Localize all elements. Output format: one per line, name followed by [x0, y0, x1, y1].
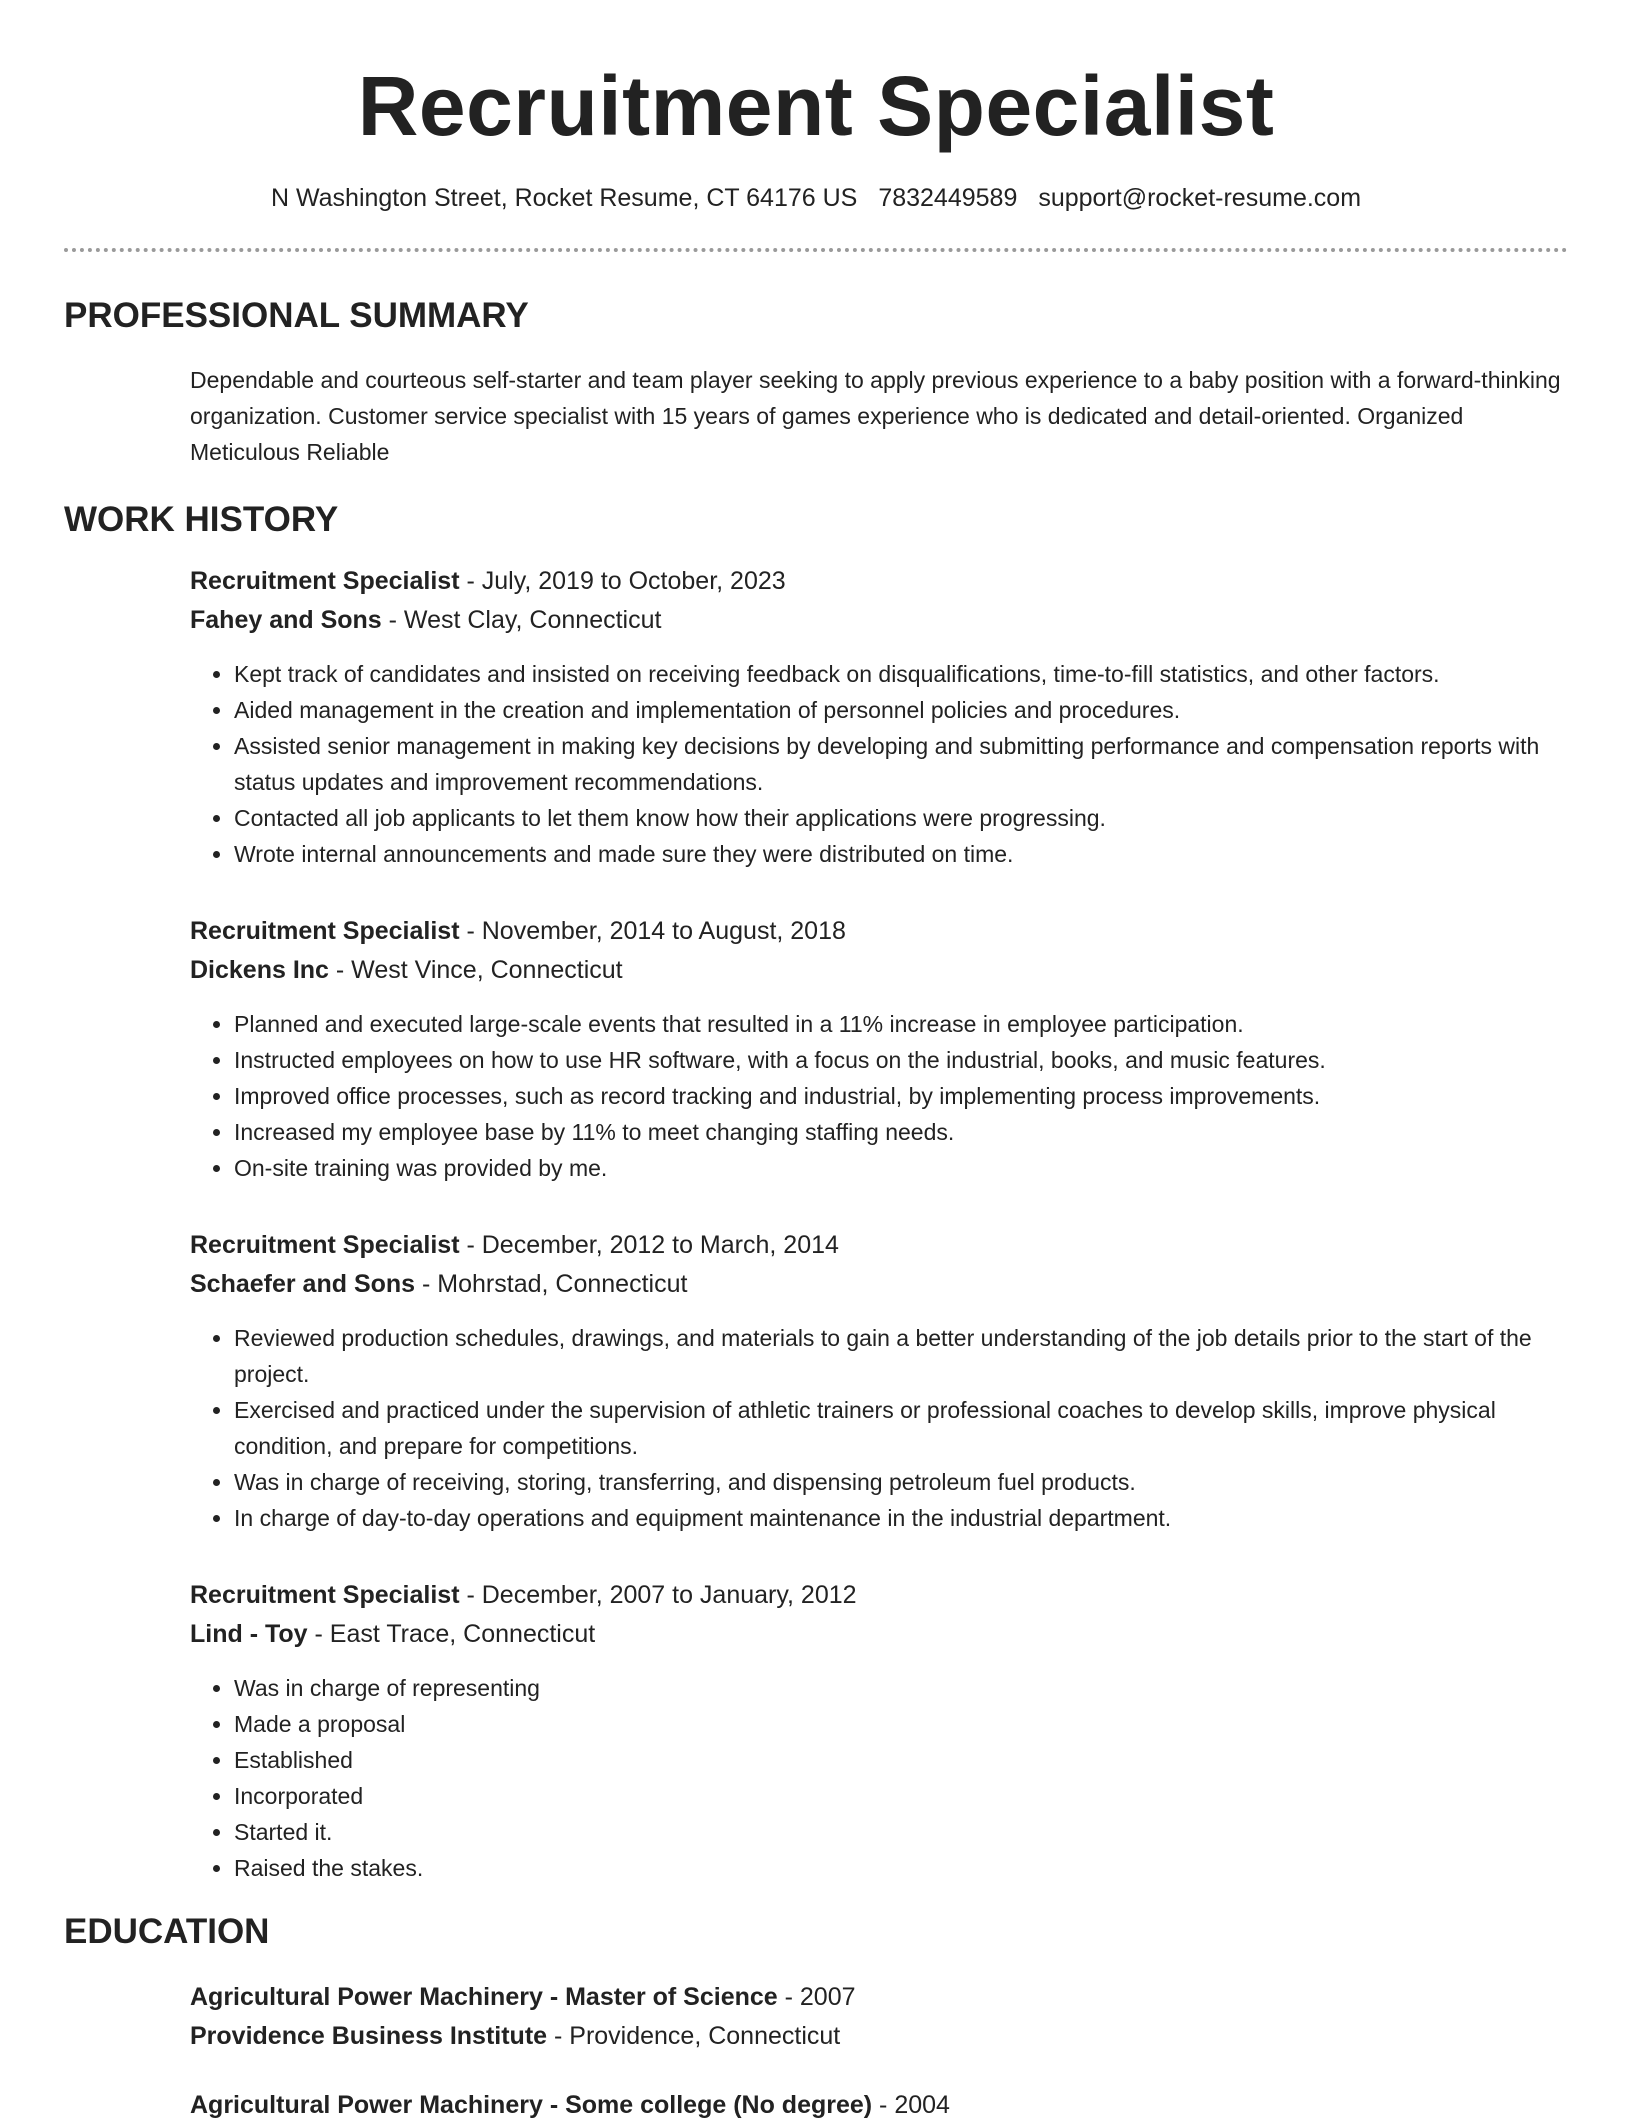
education-degree: Agricultural Power Machinery - Master of Science [190, 1983, 778, 2011]
education-entry [190, 1978, 1568, 2056]
job-location: - East Trace, Connecticut [307, 1620, 596, 1648]
list-item: • Incorporated [234, 1778, 1568, 1814]
education-heading: EDUCATION [64, 1912, 270, 1951]
contact-address: N Washington Street, Rocket Resume, CT 64176 US [270, 184, 858, 212]
education-entry [190, 2086, 1568, 2125]
job-entry [190, 1576, 1568, 1886]
education-year: - 2004 [872, 2091, 950, 2119]
education-year: - 2007 [777, 1983, 856, 2011]
job-location: - West Clay, Connecticut [381, 606, 662, 634]
list-item: • Exercised and practiced under the supervision of athletic trainers or professional coaches to develop skills, improve physical condition, and prepare for competitions. [234, 1392, 1568, 1464]
job-role: Recruitment Specialist [190, 917, 460, 945]
job-bullets [190, 1670, 1568, 1886]
job-bullets [190, 1006, 1568, 1186]
list-item: • On-site training was provided by me. [234, 1150, 1568, 1186]
work-history-heading: WORK HISTORY [64, 500, 339, 539]
job-location: - Mohrstad, Connecticut [415, 1270, 688, 1298]
education-school: Providence Business Institute [190, 2022, 548, 2050]
contact-phone: 7832449589 [878, 184, 1018, 212]
list-item: • Improved office processes, such as record tracking and industrial, by implementing process improvements. [234, 1078, 1568, 1114]
job-role-line [190, 912, 1568, 951]
education-degree: Agricultural Power Machinery - Some college (No degree) [190, 2091, 873, 2119]
job-role-line [190, 562, 1568, 601]
list-item: • Aided management in the creation and implementation of personnel policies and procedures. [234, 692, 1568, 728]
list-item: • Assisted senior management in making key decisions by developing and submitting performance and compensation reports with status updates and improvement recommendations. [234, 728, 1568, 800]
job-role-line [190, 1576, 1568, 1615]
list-item: • Instructed employees on how to use HR software, with a focus on the industrial, books, and music features. [234, 1042, 1568, 1078]
list-item: • Wrote internal announcements and made sure they were distributed on time. [234, 836, 1568, 872]
job-dates: - December, 2012 to March, 2014 [459, 1231, 839, 1259]
education-location: - Providence, Connecticut [547, 2022, 841, 2050]
summary-section [64, 296, 1568, 470]
education-degree-line [190, 2086, 1568, 2125]
job-company-line [190, 951, 1568, 990]
header-divider [64, 248, 1568, 252]
list-item: • Started it. [234, 1814, 1568, 1850]
job-bullets [190, 1320, 1568, 1536]
candidate-title: Recruitment Specialist [357, 59, 1275, 153]
job-role: Recruitment Specialist [190, 1581, 460, 1609]
job-company: Lind - Toy [190, 1620, 308, 1648]
list-item: • Was in charge of representing [234, 1670, 1568, 1706]
job-role-line [190, 1226, 1568, 1265]
list-item: • Raised the stakes. [234, 1850, 1568, 1886]
job-company: Schaefer and Sons [190, 1270, 416, 1298]
summary-text: Dependable and courteous self-starter and team player seeking to apply previous experience to a baby position with a forward-thinking organization. Customer service specialist with 15 years of games experience who is dedicated and detail-oriented. Organized Meticulous Reliable [190, 367, 1561, 465]
job-company: Fahey and Sons [190, 606, 382, 634]
list-item: • Increased my employee base by 11% to meet changing staffing needs. [234, 1114, 1568, 1150]
job-dates: - December, 2007 to January, 2012 [459, 1581, 857, 1609]
summary-heading: PROFESSIONAL SUMMARY [64, 296, 529, 335]
job-bullets [190, 656, 1568, 872]
list-item: • Planned and executed large-scale events that resulted in a 11% increase in employee participation. [234, 1006, 1568, 1042]
job-entry [190, 912, 1568, 1186]
work-history-section [64, 500, 1568, 1886]
education-section [64, 1912, 1568, 2125]
job-dates: - November, 2014 to August, 2018 [459, 917, 846, 945]
list-item: • Made a proposal [234, 1706, 1568, 1742]
list-item: • Reviewed production schedules, drawings, and materials to gain a better understanding of the job details prior to the start of the project. [234, 1320, 1568, 1392]
list-item: • In charge of day-to-day operations and equipment maintenance in the industrial department. [234, 1500, 1568, 1536]
job-dates: - July, 2019 to October, 2023 [459, 567, 786, 595]
job-location: - West Vince, Connecticut [328, 956, 623, 984]
contact-email[interactable]: support@rocket-resume.com [1038, 184, 1362, 212]
job-entry [190, 1226, 1568, 1536]
job-company: Dickens Inc [190, 956, 329, 984]
list-item: • Established [234, 1742, 1568, 1778]
job-company-line [190, 1265, 1568, 1304]
contact-line [64, 182, 1568, 214]
education-school-line [190, 2017, 1568, 2056]
job-company-line [190, 601, 1568, 640]
job-company-line [190, 1615, 1568, 1654]
education-degree-line [190, 1978, 1568, 2017]
list-item: • Was in charge of receiving, storing, transferring, and dispensing petroleum fuel products. [234, 1464, 1568, 1500]
list-item: • Kept track of candidates and insisted on receiving feedback on disqualifications, time-to-fill statistics, and other factors. [234, 656, 1568, 692]
job-entry [190, 562, 1568, 872]
job-role: Recruitment Specialist [190, 1231, 460, 1259]
job-role: Recruitment Specialist [190, 567, 460, 595]
list-item: • Contacted all job applicants to let them know how their applications were progressing. [234, 800, 1568, 836]
